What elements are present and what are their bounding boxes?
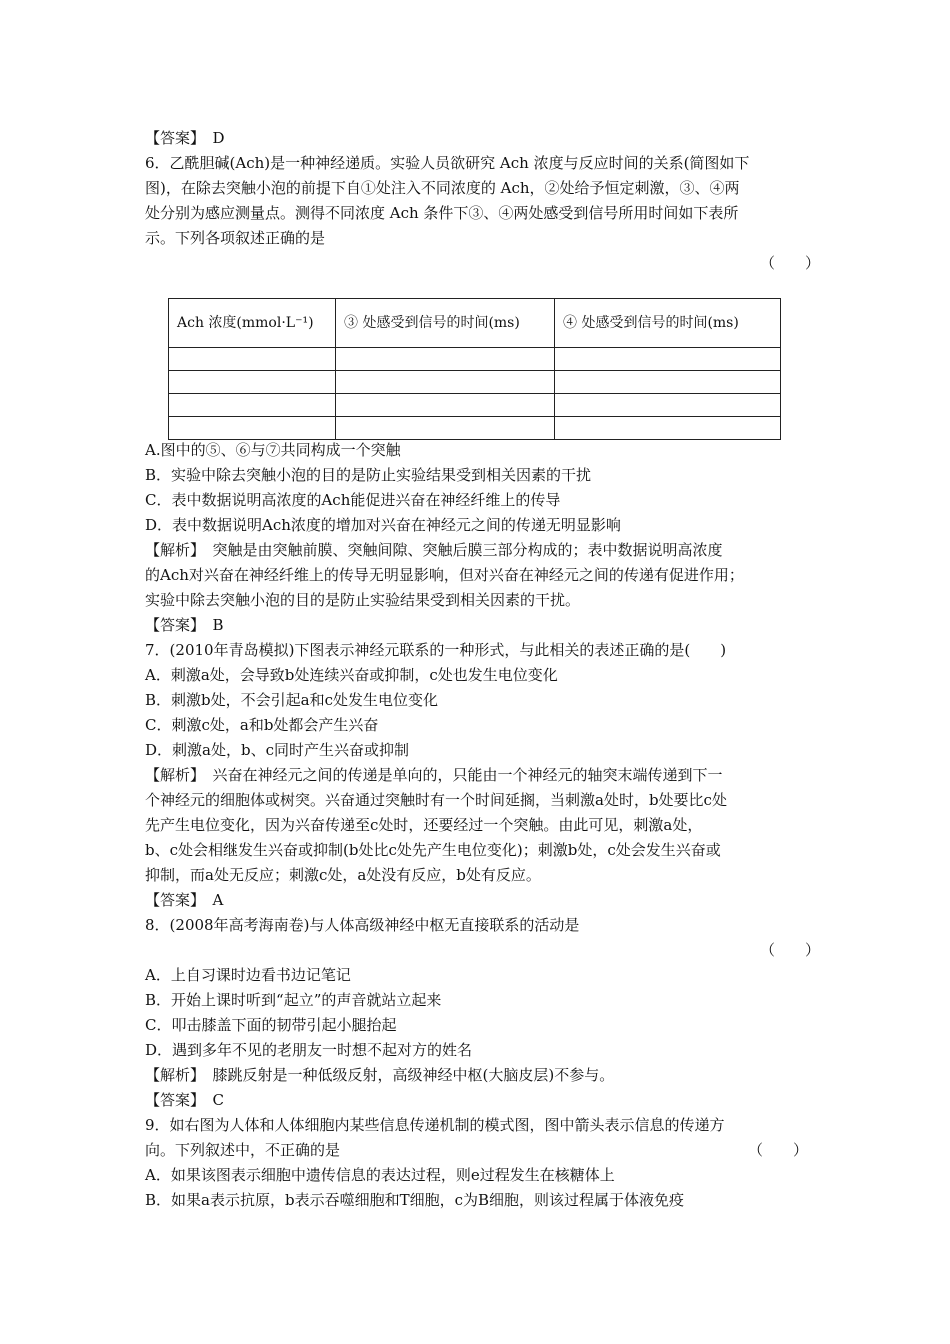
header-ach-concentration: Ach 浓度(mmol·L⁻¹) [169,299,336,348]
answer-7: 【答案】 A [145,891,224,909]
q9-option-a: A．如果该图表示细胞中遗传信息的表达过程，则e过程发生在核糖体上 [145,1166,615,1184]
table-cell [169,394,336,417]
answer-5: 【答案】 D [145,129,225,147]
table-cell [336,417,555,440]
q9-option-b: B．如果a表示抗原，b表示吞噬细胞和T细胞，c为B细胞，则该过程属于体液免疫 [145,1191,684,1209]
q8-option-d: D．遇到多年不见的老朋友一时想不起对方的姓名 [145,1041,473,1059]
q7-option-d: D．刺激a处，b、c同时产生兴奋或抑制 [145,741,409,759]
q7-option-c: C．刺激c处，a和b处都会产生兴奋 [145,716,379,734]
ach-data-table [168,298,781,440]
table-row [169,417,781,440]
table-cell [169,348,336,371]
answer-6: 【答案】 B [145,616,224,634]
q7-analysis-4: b、c处会相继发生兴奋或抑制(b处比c处先产生电位变化)；刺激b处，c处会发生兴奋或 [145,841,721,859]
q6-option-a: A.图中的⑤、⑥与⑦共同构成一个突触 [145,441,401,459]
q6-analysis-3: 实验中除去突触小泡的目的是防止实验结果受到相关因素的干扰。 [145,591,581,609]
table-cell [555,371,781,394]
q6-option-d: D．表中数据说明Ach浓度的增加对兴奋在神经元之间的传递无明显影响 [145,516,621,534]
table-cell [336,348,555,371]
q8-answer-blank: （ ） [760,941,821,959]
q8-stem: 8．(2008年高考海南卷)与人体高级神经中枢无直接联系的活动是 [145,916,580,934]
table-cell [555,348,781,371]
table-row [169,348,781,371]
q7-stem: 7．(2010年青岛模拟)下图表示神经元联系的一种形式，与此相关的表述正确的是( ) [145,641,727,659]
table-header-row [169,299,781,348]
q6-line-4: 示。下列各项叙述正确的是 [145,229,326,247]
q6-line-2: 图)，在除去突触小泡的前提下自①处注入不同浓度的 Ach，②处给予恒定刺激，③、④两 [145,179,740,197]
q7-option-b: B．刺激b处，不会引起a和c处发生电位变化 [145,691,438,709]
table-cell [336,394,555,417]
table-cell [169,417,336,440]
q8-option-a: A．上自习课时边看书边记笔记 [145,966,351,984]
q7-analysis-5: 抑制，而a处无反应；刺激c处，a处没有反应，b处有反应。 [145,866,541,884]
q9-stem-1: 9．如右图为人体和人体细胞内某些信息传递机制的模式图，图中箭头表示信息的传递方 [145,1116,725,1134]
table-row [169,371,781,394]
q8-option-c: C．叩击膝盖下面的韧带引起小腿抬起 [145,1016,397,1034]
q6-line-3: 处分别为感应测量点。测得不同浓度 Ach 条件下③、④两处感受到信号所用时间如下表所 [145,204,739,222]
header-point-4-time: ④ 处感受到信号的时间(ms) [555,299,781,348]
table-cell [555,417,781,440]
q6-option-c: C．表中数据说明高浓度的Ach能促进兴奋在神经纤维上的传导 [145,491,561,509]
answer-8: 【答案】 C [145,1091,224,1109]
table-cell [336,371,555,394]
q7-analysis-2: 个神经元的细胞体或树突。兴奋通过突触时有一个时间延搁，当刺激a处时，b处要比c处 [145,791,727,809]
q6-analysis-2: 的Ach对兴奋在神经纤维上的传导无明显影响，但对兴奋在神经元之间的传递有促进作用； [145,566,744,584]
q7-option-a: A．刺激a处，会导致b处连续兴奋或抑制，c处也发生电位变化 [145,666,558,684]
q6-analysis-1: 【解析】 突触是由突触前膜、突触间隙、突触后膜三部分构成的；表中数据说明高浓度 [145,541,723,559]
q7-analysis-3: 先产生电位变化，因为兴奋传递至c处时，还要经过一个突触。由此可见，刺激a处， [145,816,703,834]
q8-analysis: 【解析】 膝跳反射是一种低级反射，高级神经中枢(大脑皮层)不参与。 [145,1066,615,1084]
q9-answer-blank: （ ） [748,1141,809,1159]
table-cell [169,371,336,394]
table-cell [555,394,781,417]
header-point-3-time: ③ 处感受到信号的时间(ms) [336,299,555,348]
q9-stem-2: 向。下列叙述中，不正确的是 [145,1141,341,1159]
q6-line-1: 6．乙酰胆碱(Ach)是一种神经递质。实验人员欲研究 Ach 浓度与反应时间的关系(简图如下 [145,154,750,172]
q6-option-b: B．实验中除去突触小泡的目的是防止实验结果受到相关因素的干扰 [145,466,592,484]
q8-option-b: B．开始上课时听到“起立”的声音就站立起来 [145,991,442,1009]
q6-answer-blank: （ ） [760,254,821,272]
q7-analysis-1: 【解析】 兴奋在神经元之间的传递是单向的，只能由一个神经元的轴突末端传递到下一 [145,766,723,784]
table-row [169,394,781,417]
